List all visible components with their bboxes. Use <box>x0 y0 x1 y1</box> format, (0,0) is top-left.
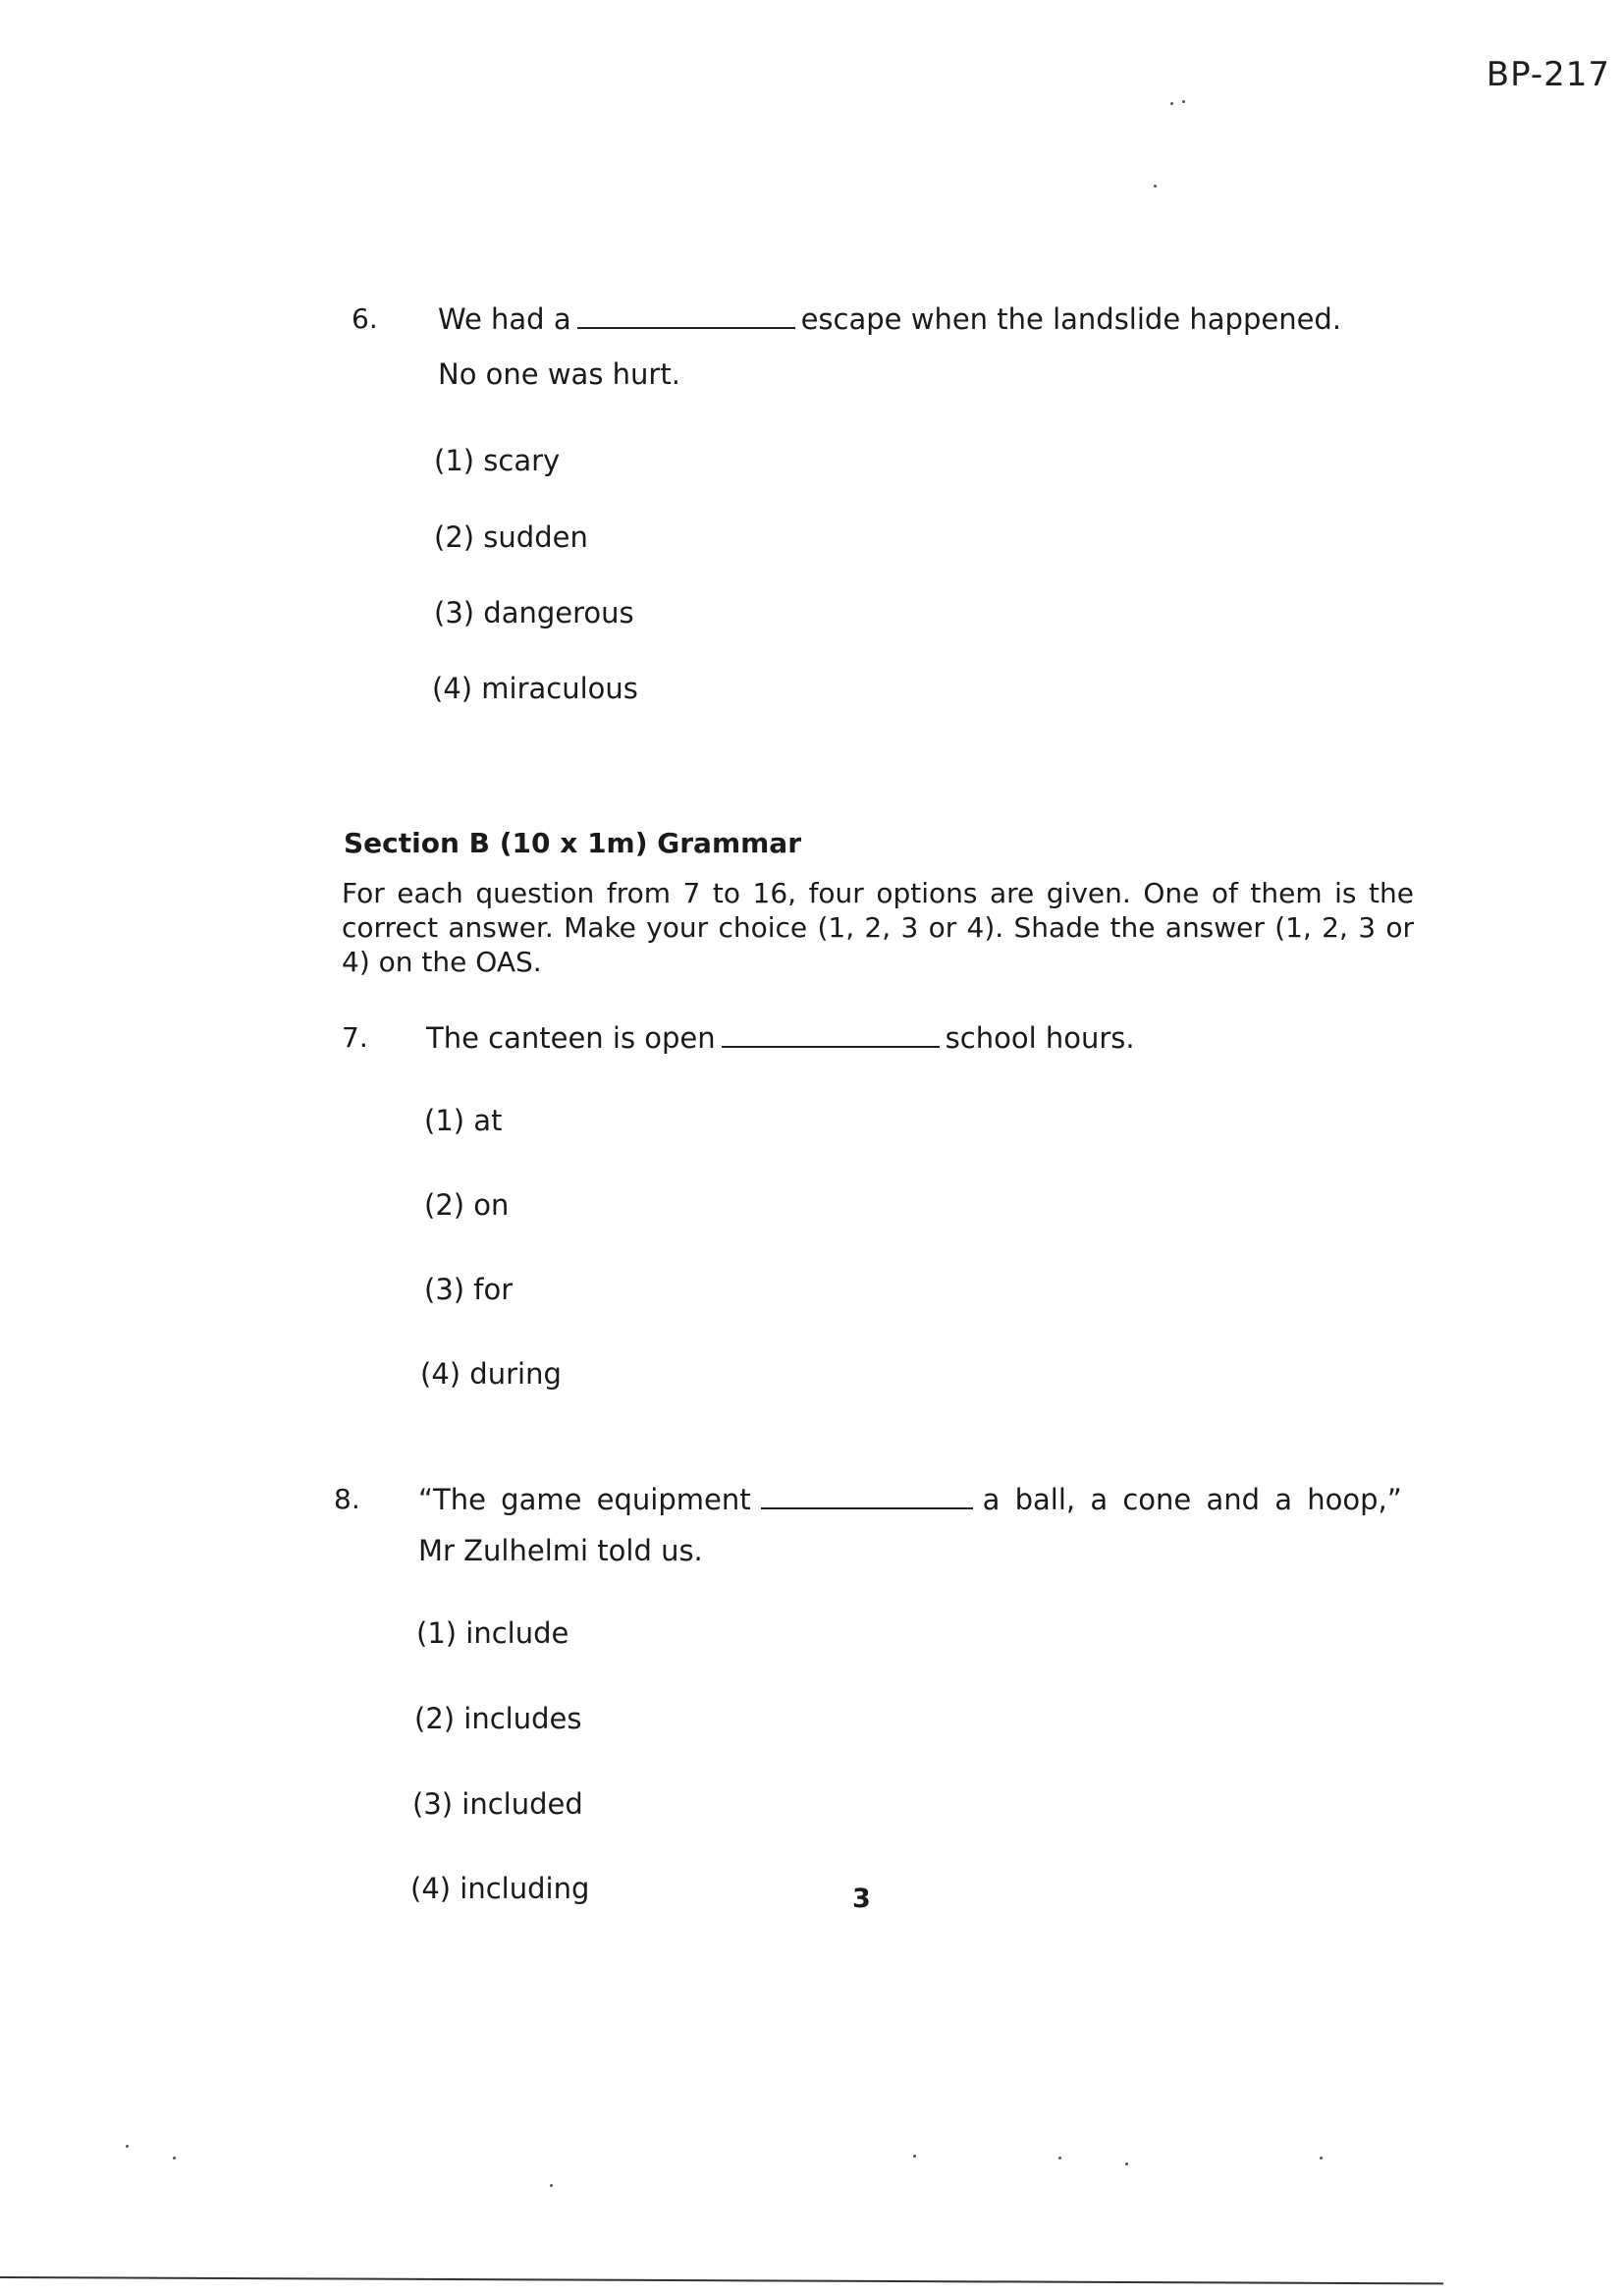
scan-speck <box>913 2155 916 2158</box>
option-4: (4) including <box>410 1872 590 1905</box>
scan-speck <box>1125 2162 1128 2165</box>
question-line-1 <box>426 1021 1135 1055</box>
option-1: (1) include <box>416 1616 569 1650</box>
question-text: school hours. <box>945 1021 1135 1055</box>
scan-speck <box>126 2145 129 2148</box>
scan-speck <box>1182 100 1185 103</box>
option-2: (2) sudden <box>434 520 588 554</box>
question-text: escape when the landslide happened. <box>800 302 1342 336</box>
question-text: “The game equipment <box>418 1483 751 1516</box>
option-2: (2) includes <box>414 1702 582 1735</box>
question-number: 6. <box>352 302 378 335</box>
answer-blank <box>761 1506 973 1509</box>
question-number: 7. <box>342 1021 368 1054</box>
question-text: The canteen is open <box>426 1021 716 1055</box>
option-3: (3) included <box>412 1787 583 1821</box>
answer-blank <box>577 326 795 329</box>
page-number: 3 <box>852 1884 871 1914</box>
scan-speck <box>1058 2157 1061 2159</box>
question-number: 8. <box>334 1483 360 1515</box>
scan-speck <box>1320 2157 1323 2159</box>
section-title: Section B (10 x 1m) Grammar <box>344 827 802 859</box>
option-3: (3) for <box>424 1273 514 1306</box>
option-4: (4) miraculous <box>432 672 638 705</box>
scan-speck <box>1154 185 1157 188</box>
option-3: (3) dangerous <box>434 596 634 629</box>
question-text: a ball, a cone and a hoop,” <box>982 1483 1402 1516</box>
section-instructions: For each question from 7 to 16, four options are given. One of them is the correct answer. Make your choice (1, 2, 3 or 4). Shade the answer (1, 2, 3 or 4) on the OAS. <box>342 877 1414 978</box>
question-text: We had a <box>438 302 571 336</box>
bottom-rule <box>0 2276 1443 2284</box>
option-2: (2) on <box>424 1188 510 1222</box>
scan-speck <box>550 2184 553 2187</box>
document-code: BP-217 <box>1486 55 1610 94</box>
scan-speck <box>173 2157 176 2159</box>
scan-speck <box>1170 102 1173 105</box>
answer-blank <box>722 1045 940 1048</box>
question-line-2: No one was hurt. <box>438 357 680 391</box>
question-line-1 <box>438 302 1341 336</box>
option-1: (1) scary <box>434 444 561 477</box>
option-1: (1) at <box>424 1104 503 1137</box>
question-line-2: Mr Zulhelmi told us. <box>418 1534 703 1567</box>
question-line-1 <box>418 1483 1402 1516</box>
option-4: (4) during <box>420 1357 562 1391</box>
